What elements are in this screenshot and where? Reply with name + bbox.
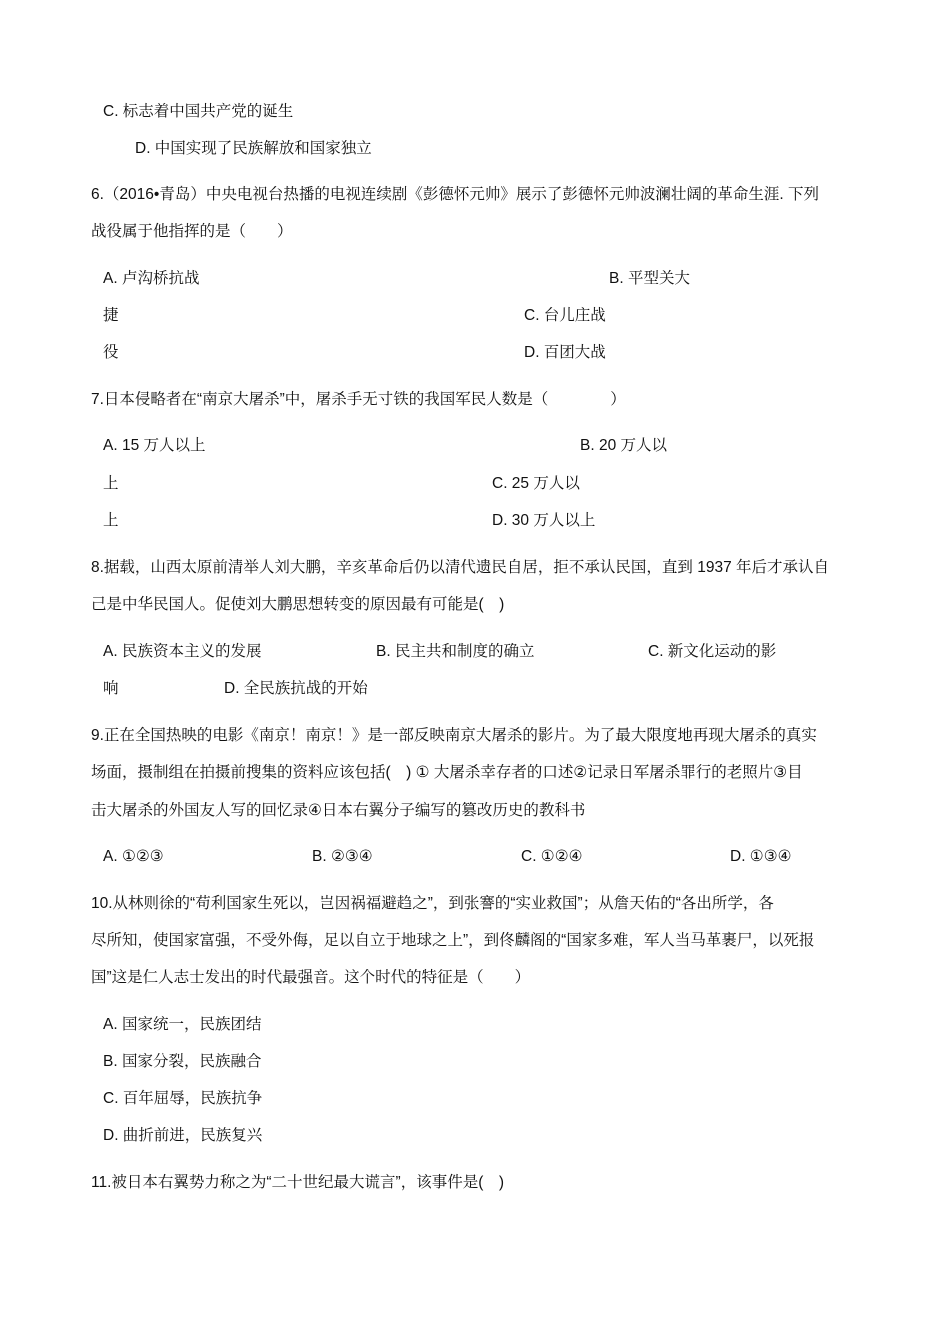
q10-option-d: D. 曲折前进，民族复兴 — [103, 1127, 263, 1144]
q10-stem-line3: 国”这是仁人志士发出的时代最强音。这个时代的特征是（ ） — [91, 969, 531, 986]
q6-option-b-wrap: 捷 — [103, 307, 119, 324]
q9-option-d: D. ①③④ — [730, 848, 792, 865]
q6-option-b: B. 平型关大 — [609, 270, 690, 287]
q7-option-d: D. 30 万人以上 — [492, 512, 596, 529]
q8-option-c-wrap: 响 — [103, 680, 119, 697]
q11-stem: 11.被日本右翼势力称之为“二十世纪最大谎言”，该事件是( ) — [91, 1174, 505, 1191]
q6-stem-line2: 战役属于他指挥的是（ ） — [91, 223, 293, 240]
q9-option-b: B. ②③④ — [312, 848, 373, 865]
q6-stem-line1: 6.（2016•青岛）中央电视台热播的电视连续剧《彭德怀元帅》展示了彭德怀元帅波澜壮阔的革命生涯. 下列 — [91, 186, 819, 203]
q10-stem-line2: 尽所知，使国家富强，不受外侮，足以自立于地球之上”，到佟麟阁的“国家多难，军人当马革裹尸，以死报 — [91, 932, 815, 949]
q8-option-a: A. 民族资本主义的发展 — [103, 643, 262, 660]
q6-option-c-wrap: 役 — [103, 344, 119, 361]
q10-option-c: C. 百年屈辱，民族抗争 — [103, 1090, 263, 1107]
q8-stem-line2: 己是中华民国人。促使刘大鹏思想转变的原因最有可能是( ) — [91, 596, 505, 613]
q9-stem-line2: 场面，摄制组在拍摄前搜集的资料应该包括( ) ① 大屠杀幸存者的口述②记录日军屠杀罪行的老照片③目 — [91, 764, 803, 781]
q6-option-c: C. 台儿庄战 — [524, 307, 606, 324]
q7-option-b-wrap: 上 — [103, 475, 119, 492]
q7-option-c-wrap: 上 — [103, 512, 119, 529]
q7-option-a: A. 15 万人以上 — [103, 437, 206, 454]
q8-option-d: D. 全民族抗战的开始 — [224, 680, 368, 697]
q9-option-a: A. ①②③ — [103, 848, 164, 865]
q7-option-c: C. 25 万人以 — [492, 475, 580, 492]
q6-option-d: D. 百团大战 — [524, 344, 606, 361]
q10-option-b: B. 国家分裂，民族融合 — [103, 1053, 262, 1070]
q8-stem-line1: 8.据载，山西太原前清举人刘大鹏，辛亥革命后仍以清代遗民自居，拒不承认民国，直到 1937 年后才承认自 — [91, 559, 830, 576]
q7-option-b: B. 20 万人以 — [580, 437, 667, 454]
q7-stem: 7.日本侵略者在“南京大屠杀”中，屠杀手无寸铁的我国军民人数是（ ） — [91, 391, 626, 408]
q10-option-a: A. 国家统一，民族团结 — [103, 1016, 262, 1033]
q8-option-b: B. 民主共和制度的确立 — [376, 643, 535, 660]
q6-option-a: A. 卢沟桥抗战 — [103, 270, 200, 287]
q10-stem-line1: 10.从林则徐的“苟利国家生死以，岂因祸福避趋之”，到张謇的“实业救国”；从詹天佑的“各出所学，各 — [91, 895, 774, 912]
q8-option-c: C. 新文化运动的影 — [648, 643, 777, 660]
q9-stem-line3: 击大屠杀的外国友人写的回忆录④日本右翼分子编写的篡改历史的教科书 — [91, 802, 586, 819]
q5-option-c: C. 标志着中国共产党的诞生 — [103, 103, 294, 120]
q9-option-c: C. ①②④ — [521, 848, 583, 865]
q9-stem-line1: 9.正在全国热映的电影《南京！南京！》是一部反映南京大屠杀的影片。为了最大限度地再现大屠杀的真实 — [91, 727, 817, 744]
q5-option-d: D. 中国实现了民族解放和国家独立 — [135, 140, 372, 157]
